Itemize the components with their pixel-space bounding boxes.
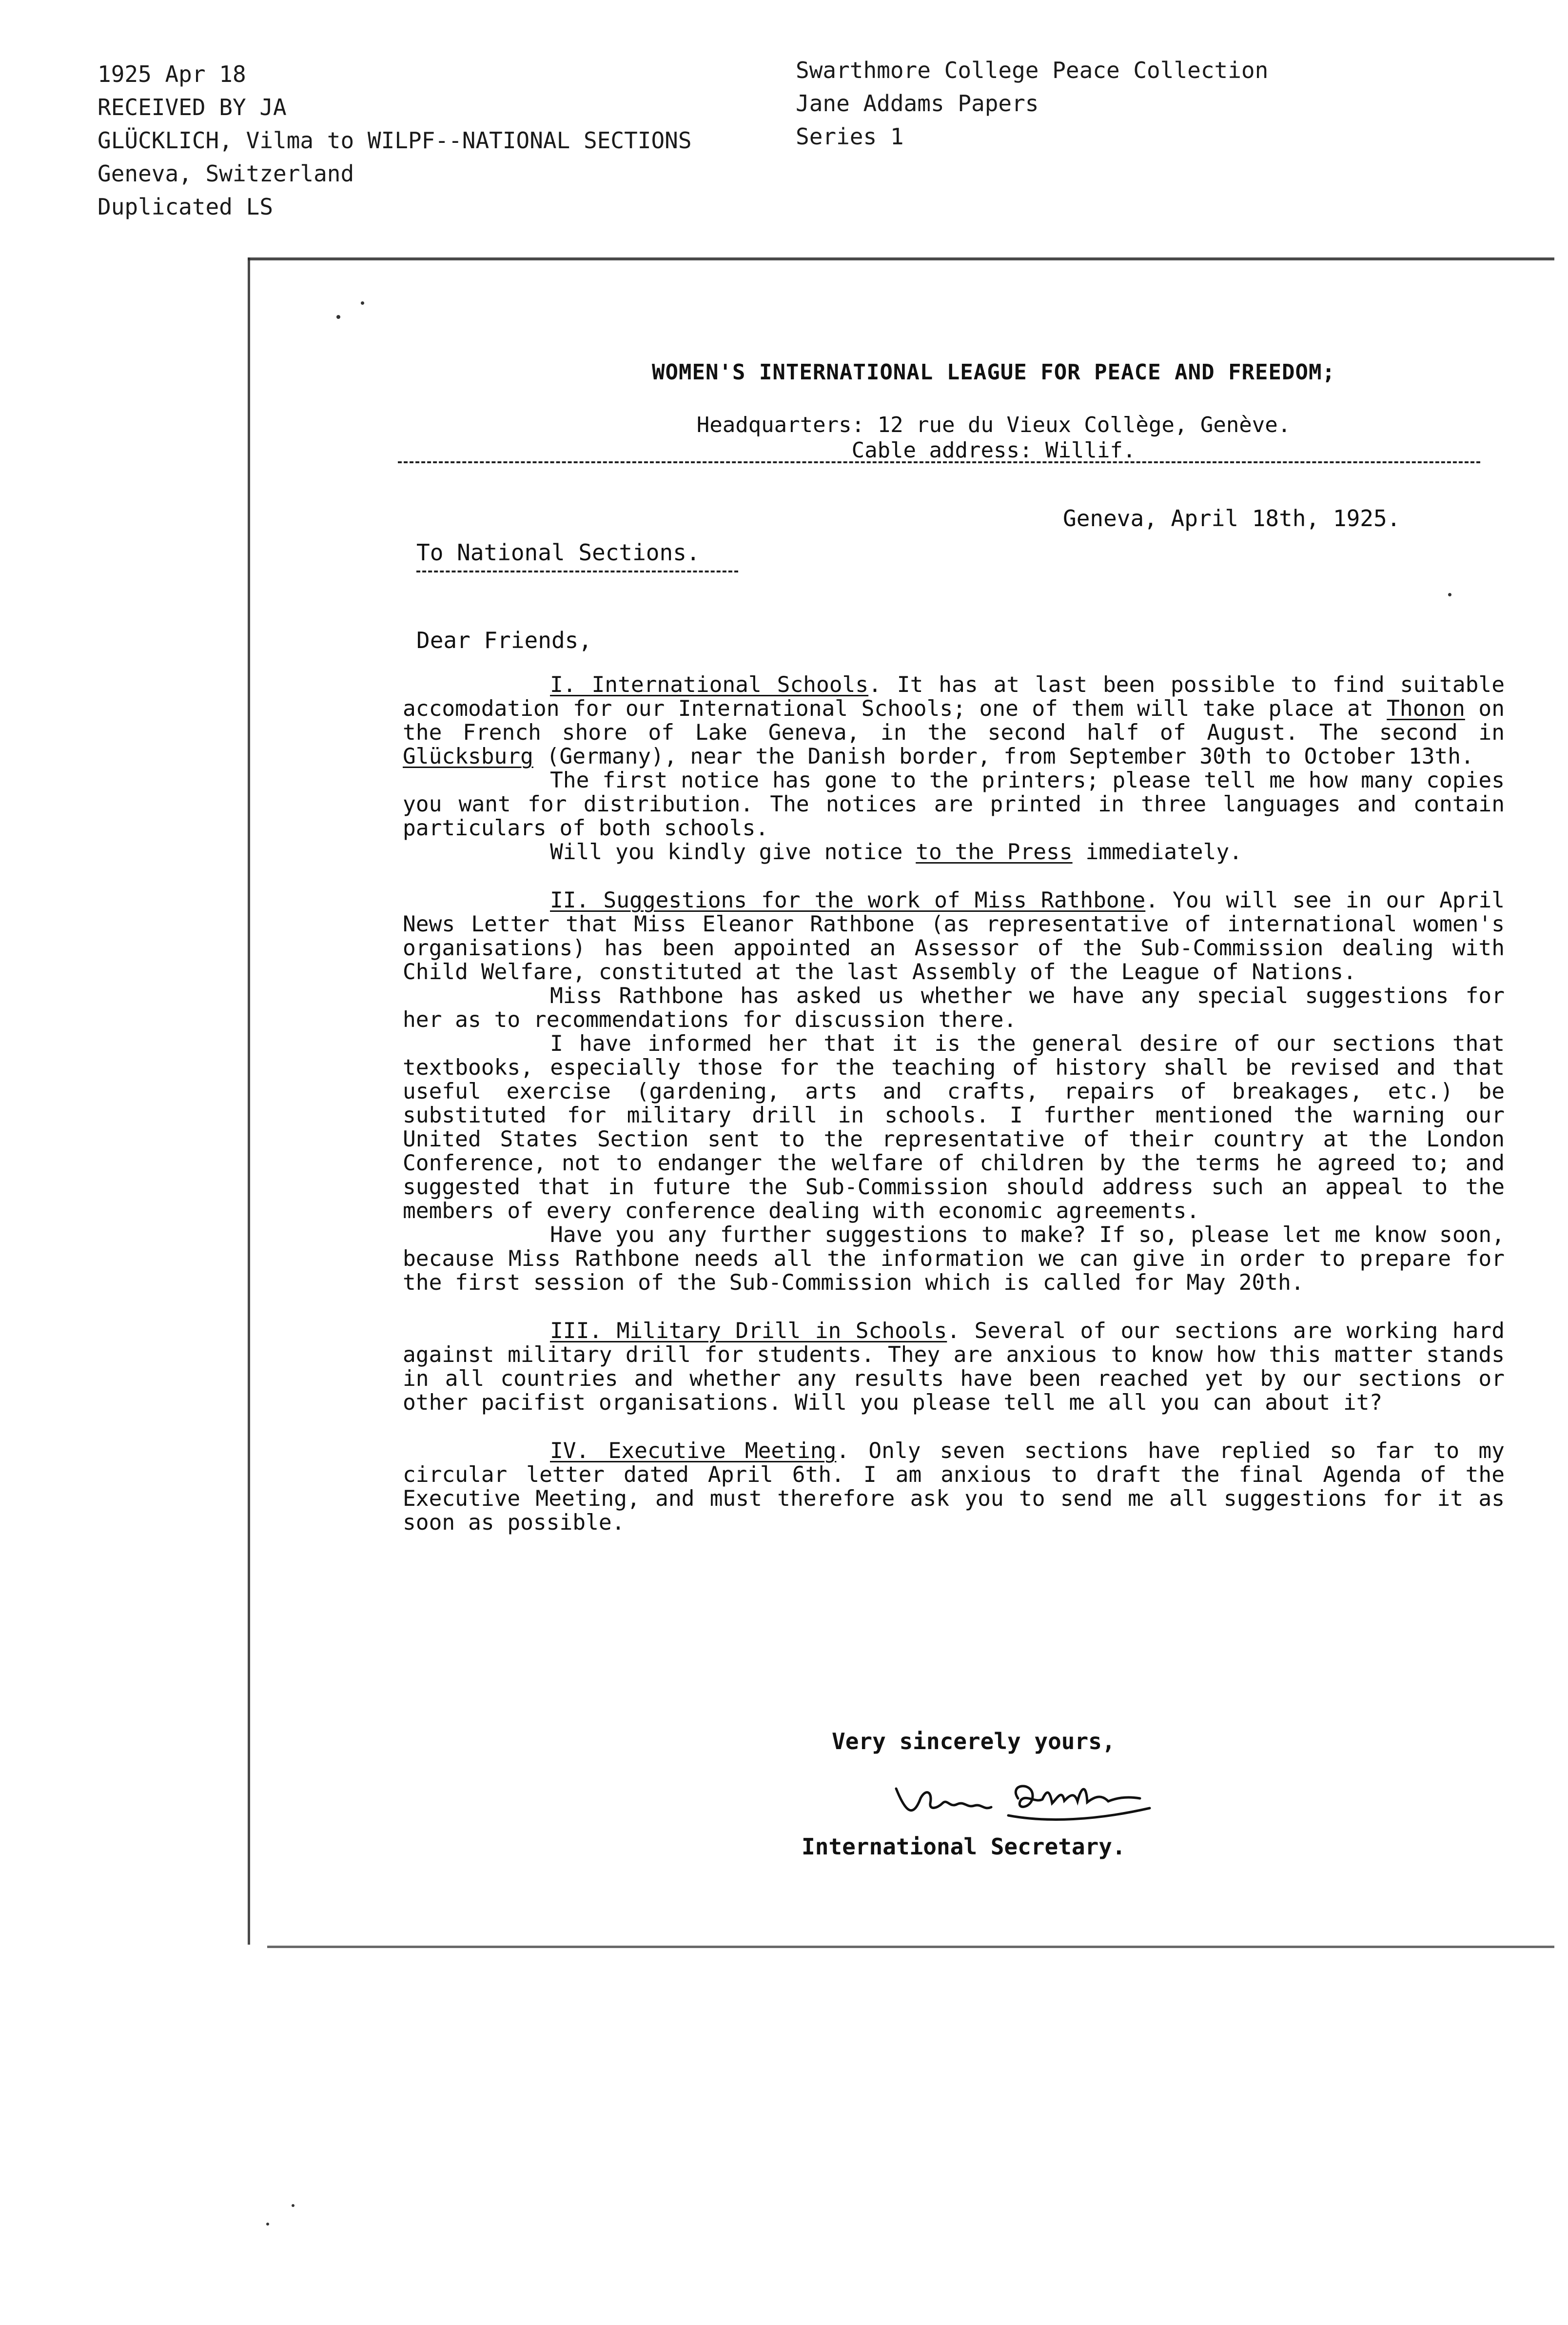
letterhead-title: WOMEN'S INTERNATIONAL LEAGUE FOR PEACE AND FREEDOM;	[651, 360, 1335, 385]
scan-speck	[361, 301, 364, 305]
letterhead-address	[589, 413, 1398, 463]
scan-speck	[292, 2204, 294, 2207]
sheet-bottom-edge	[267, 1946, 1554, 1948]
section-2-text: . You will see in our April News Letter that Miss Eleanor Rathbone (as representative of international women's organisations) has been appointed an Assessor of the Sub-Commission dealing with Child Welfare, constituted at the last Assembly of the League of Nations.	[403, 888, 1505, 985]
handwritten-signature	[886, 1769, 1159, 1832]
cable-address-line: Cable address: Willif.	[851, 438, 1136, 463]
archive-date: 1925 Apr 18	[98, 61, 246, 87]
section-3-text: . Several of our sections are working hard against military drill for students. They are anxious to know how this matter stands in all countries and whether any results have been reached yet by our sections or other pacifist organisations. Will you please tell me all you can about it?	[403, 1319, 1505, 1415]
section-2-heading: II. Suggestions for the work of Miss Rathbone	[550, 888, 1146, 913]
archive-place: Geneva, Switzerland	[98, 160, 354, 187]
sheet-left-edge	[248, 257, 250, 1945]
letter-body	[403, 673, 1505, 1535]
press-text-end: immediately.	[1072, 840, 1242, 865]
archive-catalog-right	[796, 54, 1268, 153]
section-2-paragraph-3: I have informed her that it is the general desire of our sections that textbooks, especially those for the teaching of history shall be revised and that useful exercise (gardening, arts and crafts, repairs of breakages, etc.) be substituted for military drill in schools. I further mentioned the warning our United States Section sent to the representative of their country at the London Conference, not to endanger the welfare of children by the terms he agreed to; and suggested that in future the Sub-Commission should address such an appeal to the members of every conference dealing with economic agreements.	[403, 1031, 1505, 1223]
section-1-text-b: on the French shore of Lake Geneva, in the second half of August. The second in	[403, 696, 1505, 745]
press-underlined: to the Press	[916, 840, 1073, 865]
section-4-paragraph-1	[403, 1439, 1505, 1535]
scan-speck	[336, 315, 340, 319]
section-1-heading: I. International Schools	[550, 672, 869, 697]
section-1-text-c: (Germany), near the Danish border, from September 30th to October 13th.	[533, 744, 1474, 769]
section-4-text: . Only seven sections have replied so far to my circular letter dated April 6th. I am anxious to draft the final Agenda of the Executive Meeting, and must therefore ask you to send me all suggestions for it as soon as possible.	[403, 1438, 1505, 1535]
scan-speck	[266, 2223, 269, 2226]
sheet-top-edge	[248, 257, 1554, 260]
archive-collection: Swarthmore College Peace Collection	[796, 57, 1269, 83]
section-2-paragraph-2: Miss Rathbone has asked us whether we have any special suggestions for her as to recommendations for discussion there.	[403, 984, 1505, 1032]
recipient-underline	[416, 571, 738, 572]
headquarters-line: Headquarters: 12 rue du Vieux Collège, Genève.	[696, 413, 1291, 437]
section-3-heading: III. Military Drill in Schools	[550, 1319, 947, 1343]
section-2-paragraph-4: Have you any further suggestions to make? If so, please let me know soon, because Miss Rathbone needs all the information we can give in order to prepare for the first session of the Sub-Commission which is called for May 20th.	[403, 1222, 1505, 1295]
letter-recipient: To National Sections.	[416, 539, 700, 566]
letter-date: Geneva, April 18th, 1925.	[1063, 505, 1401, 532]
archive-papers: Jane Addams Papers	[796, 90, 1039, 117]
letter-sheet	[248, 257, 1554, 1945]
letter-closing: Very sincerely yours,	[832, 1728, 1116, 1754]
section-4-heading: IV. Executive Meeting	[550, 1438, 837, 1463]
section-1-paragraph-1	[403, 673, 1505, 768]
section-1-paragraph-2: The first notice has gone to the printers; please tell me how many copies you want for distribution. The notices are printed in three languages and contain particulars of both schools.	[403, 768, 1505, 841]
archive-received: RECEIVED BY JA	[98, 94, 287, 120]
letter-salutation: Dear Friends,	[416, 627, 592, 653]
press-text-start: Will you kindly give notice	[550, 840, 916, 865]
archive-catalog-left	[98, 58, 692, 223]
letterhead-divider	[398, 461, 1480, 463]
signature-title: International Secretary.	[802, 1833, 1126, 1860]
section-3-paragraph-1	[403, 1319, 1505, 1415]
archive-format: Duplicated LS	[98, 194, 274, 220]
archive-series: Series 1	[796, 123, 904, 150]
place-glucksburg: Glücksburg	[403, 744, 533, 769]
section-1-text-a: . It has at last been possible to find suitable accomodation for our International Schools; one of them will take place at	[403, 672, 1505, 721]
section-1-paragraph-3	[403, 840, 1505, 864]
section-2-paragraph-1	[403, 888, 1505, 984]
scan-speck	[1448, 593, 1451, 596]
archive-correspondents: GLÜCKLICH, Vilma to WILPF--NATIONAL SECTIONS	[98, 127, 692, 154]
place-thonon: Thonon	[1387, 696, 1465, 721]
